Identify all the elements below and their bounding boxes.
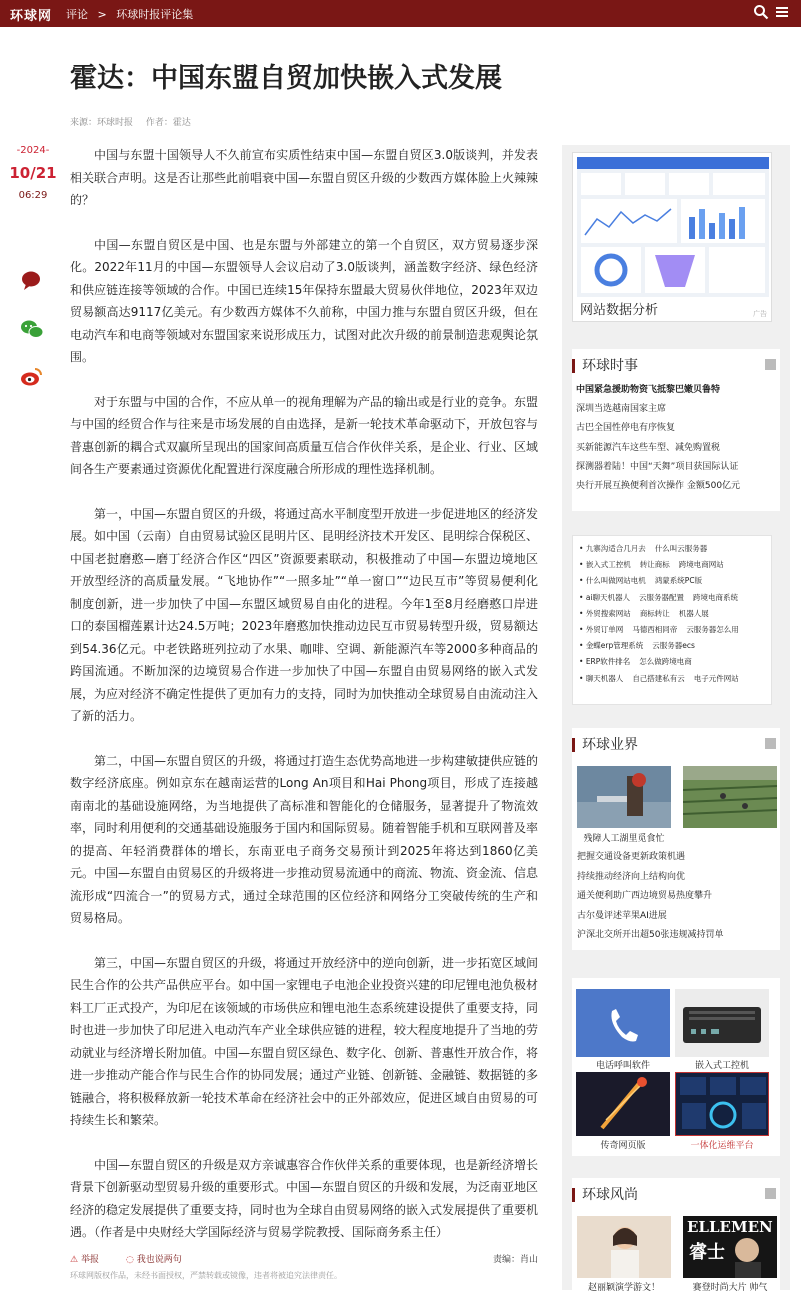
comment-bubble-icon: ◌: [126, 1255, 134, 1265]
ad-link[interactable]: 跨境电商网站: [678, 560, 724, 570]
news-item[interactable]: 深圳当选越南国家主席: [576, 404, 667, 415]
ad-grid-caption[interactable]: 电话呼叫软件: [595, 1061, 650, 1071]
comment-link[interactable]: [126, 1252, 182, 1265]
link-row: • 外贸搜索网站 商标转让 机器人展: [579, 608, 709, 618]
ad-link[interactable]: 九寨沟适合几月去: [585, 544, 646, 553]
editor-credit: 责编：肖山: [492, 1255, 538, 1265]
fashion-image-man[interactable]: [683, 1216, 777, 1278]
ad-link[interactable]: 电子元件网站: [693, 673, 739, 683]
ad-grid-caption[interactable]: 一体化运维平台: [690, 1141, 754, 1151]
fashion-brand-logo: ELLEMEN: [687, 1218, 773, 1236]
section-title-text: 环球业界: [582, 737, 638, 753]
article-body: [70, 144, 538, 1266]
ad-grid-caption[interactable]: 嵌入式工控机: [694, 1061, 749, 1071]
news-item[interactable]: 通关便利助广西边境贸易热度攀升: [577, 891, 713, 901]
article-title: 霍达：中国东盟自贸加快嵌入式发展: [70, 63, 502, 94]
news-item[interactable]: 央行开展互换便利首次操作 金额500亿元: [576, 481, 741, 492]
article-paragraph: 第三，中国—东盟自贸区的升级，将通过开放经济中的逆向创新，进一步拓宽区域间民生合作的公共产品供应平台。如中国一家锂电子电池企业投资兴建的印尼锂电池负极材料工厂正式投产，为印尼在该领域的市场供应和锂电池生态系统建设提供了重要支持，同时也进一步加快了印尼进入电动汽车产业全球供应链的进程，较大程度地提升了当地的劳动就业与经济增长附加值。中国—东盟自贸区绿色、数字化、创新、普惠性开放合作，将进一步推动产能合作与民生合作的协同发展；通过产业链、创新链、金融链、数据链的多链融合，将积极释放新一轮技术革命在经济社会中的正外部效应，促进区域自由贸易的可持续生长和繁荣。: [70, 955, 539, 1127]
ad-link[interactable]: 转让商标: [639, 560, 670, 570]
collapse-icon[interactable]: [765, 738, 776, 749]
comment-share-icon[interactable]: [20, 270, 44, 292]
ad-tag: 广告: [753, 310, 767, 318]
ad-link[interactable]: ai聊天机器人: [585, 592, 630, 602]
ad-phone-image[interactable]: [576, 989, 670, 1057]
article-paragraph: 第二，中国—东盟自贸区的升级，将通过打造生态优势高地进一步构建敏捷供应链的数字经济底座。例如京东在越南运营的Long An项目和Hai Phong项目，形成了连接越南南北的基础设施网络，为当地提供了高标准和智能化的仓储服务，显著提升了物流效率，同时利用便利的交通基础设施服务于国内和国际贸易。随着智能手机和互联网普及率的提高、年轻消费群体的增长，东南亚电子商务交易预计到2025年将达到1860亿美元。中国—东盟自由贸易区的升级将进一步推动贸易流通中的商流、物流、资金流、信息流形成“四流合一”的贸易方式，通过全球范围的区位经济和网络分工突破传统的生产和贸易格局。: [70, 753, 539, 925]
section-title-text: 环球时事: [582, 358, 638, 374]
link-row: • 聊天机器人 自己搭建私有云 电子元件网站: [579, 673, 739, 683]
breadcrumb-comment[interactable]: 评论: [66, 8, 88, 21]
ad-link[interactable]: 什么叫做网站电机: [585, 576, 646, 586]
top-bar: [0, 0, 801, 27]
news-item[interactable]: 买新能源汽车这些车型、减免购置税: [576, 442, 721, 453]
menu-icon[interactable]: [773, 4, 791, 22]
section-shishi: [572, 349, 780, 511]
link-row: • ai聊天机器人 云服务器配置 跨境电商系统: [579, 592, 738, 602]
yejie-image-lake[interactable]: [577, 766, 671, 828]
section-title: [572, 738, 780, 752]
ad-link[interactable]: 金蝶erp管理系统: [585, 641, 644, 651]
news-item[interactable]: 探测器着陆！中国“天舞”项目获国际认证: [576, 461, 739, 472]
yejie-list: [577, 848, 777, 946]
site-logo[interactable]: 环球网: [10, 9, 53, 24]
report-link[interactable]: [70, 1252, 99, 1265]
link-row: • 外贸订单网 马德西相同帝 云服务器怎么用: [579, 625, 739, 635]
ad-industrial-pc-image[interactable]: [675, 989, 769, 1057]
link-row: • 九寨沟适合几月去 什么叫云服务器: [579, 544, 708, 553]
comment-label: 我也说两句: [136, 1255, 182, 1265]
article-meta: [70, 115, 201, 128]
warning-icon: ⚠: [70, 1255, 79, 1265]
ad-grid-caption[interactable]: 传奇网页版: [600, 1141, 646, 1151]
ad-link[interactable]: 云服务器ecs: [652, 641, 695, 651]
article-source: 来源：环球时报: [70, 118, 134, 128]
news-list: [576, 381, 780, 496]
wechat-share-icon[interactable]: [20, 318, 44, 340]
news-item[interactable]: 持续推动经济向上结构向优: [577, 871, 686, 882]
collapse-icon[interactable]: [765, 1188, 776, 1199]
article-paragraph: 第一，中国—东盟自贸区的升级，将通过高水平制度型开放进一步促进地区的经济发展。如中国（云南）自由贸易试验区昆明片区、昆明经济技术开发区、昆明综合保税区、中国老挝磨憨—磨丁经济合作区“四区”资源要素联动，积极推动了中国—东盟边境地区开放型经济的高质量发展。“飞地协作”“一照多址”“单一窗口”“边民互市”等贸易便利化制度创新，进一步加快了中国—东盟区域贸易自由化的进程。今年1至8月经磨憨口岸进口的泰国榴莲累计达24.5万吨；2023年磨憨加快推动边民互市贸易转型升级，贸易额达到54.36亿元。中老铁路班列拉动了水果、咖啡、空调、新能源汽车等2000多种商品的跨国流通。不断加深的边境贸易合作进一步加快了中国—东盟自由贸易网络的嵌入式发展，为应对经济不确定性提供了更加有力的支持，同时为加快推动全球贸易自由流动注入了新的活力。: [70, 506, 539, 723]
collapse-icon[interactable]: [765, 359, 776, 370]
ad-link[interactable]: 外贸订单网: [585, 625, 624, 635]
section-title-text: 环球风尚: [582, 1187, 638, 1203]
weibo-share-icon[interactable]: [20, 366, 44, 388]
date-year: -2024-: [16, 145, 50, 156]
fashion-image-text: 睿士: [689, 1242, 725, 1263]
ad-link[interactable]: 商标转让: [639, 608, 670, 618]
article-paragraph: 中国—东盟自贸区是中国、也是东盟与外部建立的第一个自贸区，双方贸易逐步深化。2022年11月的中国—东盟领导人会议启动了3.0版谈判，涵盖数字经济、绿色经济和供应链连接等领域的合作。中国已连续15年保持东盟最大贸易伙伴地位，2023年双边贸易额高达9117亿美元。有少数西方媒体不久前称，中国力推与东盟自贸区升级，但在电动汽车和电商等领域对东盟国家来说形成压力，试图对此次升级的前景制造悲观舆论氛围。: [70, 237, 539, 364]
search-icon[interactable]: [752, 4, 770, 22]
section-title: [572, 359, 780, 373]
article-author: 作者：霍达: [145, 118, 191, 128]
ad-link[interactable]: 什么叫云服务器: [654, 544, 708, 553]
ad-link[interactable]: 聊天机器人: [585, 673, 624, 683]
ad-ops-platform-image[interactable]: [675, 1072, 769, 1136]
date-time: 06:29: [18, 190, 48, 201]
breadcrumb: [66, 6, 199, 22]
copyright-notice: 环球网版权作品，未经书面授权，严禁转载或镜像，违者将被追究法律责任。: [70, 1271, 342, 1280]
ad-link[interactable]: 马德西相同帝: [632, 625, 678, 635]
ad-website-analytics[interactable]: [572, 152, 772, 322]
yejie-image-caption[interactable]: 残障人工湖里觅食忙: [583, 834, 665, 844]
article-paragraph: 中国与东盟十国领导人不久前宣布实质性结束中国—东盟自贸区3.0版谈判，并发表相关联合声明。这是否让那些此前唱衰中国—东盟自贸区升级的少数西方媒体脸上火辣辣的？: [70, 148, 539, 207]
ad-link[interactable]: 外贸搜索网站: [585, 608, 631, 618]
link-row: • ERP软件排名 怎么做跨境电商: [579, 657, 692, 667]
link-row: • 什么叫做网站电机 鸿蒙系统PC版: [579, 576, 703, 586]
news-item[interactable]: 中国紧急援助物资飞抵黎巴嫩贝鲁特: [576, 385, 721, 395]
ad-link[interactable]: 鸿蒙系统PC版: [654, 576, 703, 586]
section-title: [572, 1188, 780, 1202]
ad-link[interactable]: ERP软件排名: [585, 657, 631, 667]
news-item[interactable]: 沪深北交所开出超50张违规减持罚单: [577, 930, 724, 940]
yejie-image-field[interactable]: [683, 766, 777, 828]
ad-link[interactable]: 机器人展: [678, 608, 709, 618]
ad-link[interactable]: 嵌入式工控机: [585, 560, 631, 570]
news-item[interactable]: 把握交通设备更新政策机遇: [577, 852, 686, 862]
ad-link[interactable]: 自己搭建私有云: [632, 673, 685, 683]
ad-link[interactable]: 云服务器配置: [639, 592, 684, 602]
news-item[interactable]: 古尔曼评述苹果AI进展: [577, 910, 667, 921]
ad-link[interactable]: 怎么做跨境电商: [639, 657, 692, 667]
ad-link[interactable]: 跨境电商系统: [693, 592, 738, 602]
article-paragraph: 对于东盟与中国的合作，不应从单一的视角理解为产品的输出或是行业的竞争。东盟与中国的经贸合作与往来是市场发展的自由选择，是新一轮技术革命驱动下，开放包容与普惠创新的耦合式双赢所呈现出的国家间高质量互信合作伙伴关系，是企业、行业、区域间各生产要素通过资源优化配置进行深度融合所形成的理性选择机制。: [70, 394, 539, 476]
report-label: 举报: [80, 1255, 99, 1265]
dashboard-screenshot-image: [577, 157, 769, 297]
fashion-caption[interactable]: 赛登时尚大片 帅气: [692, 1283, 768, 1293]
article-date: [0, 145, 66, 201]
article-paragraph: 中国—东盟自贸区的升级是双方亲诚惠容合作伙伴关系的重要体现，也是新经济增长背景下创新驱动型贸易升级的重要形式。中国—东盟自贸区的升级和发展，为泛南亚地区经济的稳定发展提供了重要支持，同时也为全球自由贸易网络的嵌入式发展提供了重要机遇。（作者是中央财经大学国际经济与贸易学院教授、国际商务系主任）: [70, 1157, 539, 1239]
date-month-day: 10/21: [9, 164, 57, 182]
ad-caption: 网站数据分析: [580, 303, 659, 318]
fashion-image-woman[interactable]: [577, 1216, 671, 1278]
news-item[interactable]: 古巴全国性停电有序恢复: [576, 423, 676, 434]
fashion-caption[interactable]: 赵丽颖演学游文！: [587, 1283, 660, 1293]
ad-links-box: [572, 535, 772, 705]
breadcrumb-separator: >: [97, 8, 107, 21]
breadcrumb-collection[interactable]: 环球时报评论集: [116, 8, 194, 21]
ad-link[interactable]: 云服务器怎么用: [686, 625, 739, 635]
link-row: • 嵌入式工控机 转让商标 跨境电商网站: [579, 560, 724, 570]
link-row: • 金蝶erp管理系统 云服务器ecs: [579, 641, 695, 651]
ad-game-image[interactable]: [576, 1072, 670, 1136]
